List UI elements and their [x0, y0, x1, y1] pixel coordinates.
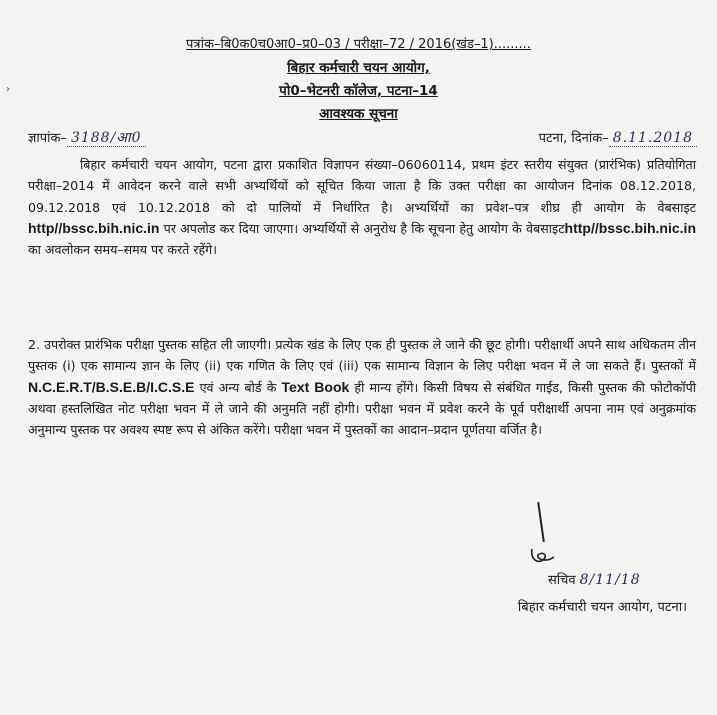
secretary-title	[548, 570, 645, 588]
signature-date: 8/11/18	[579, 572, 641, 588]
paragraph-1: बिहार कर्मचारी चयन आयोग, पटना द्वारा प्रकाशित विज्ञापन संख्या–06060114, प्रथम इंटर स्तरीय संयुक्त (प्रारंभिक) प्रतियोगिता परीक्षा–2014 में आवेदन करने वाले सभी अभ्यर्थियों को सूचित किया जाता है कि उक्त परीक्षा का आयोजन दिनांक 08.12.2018, 09.12.2018 एवं 10.12.2018 को दो पालियों में निर्धारित है। अभ्यर्थियों का प्रवेश–पत्र शीघ्र ही आयोग के वेबसाइट http//bssc.bih.nic.in पर अपलोड कर दिया जाएगा। अभ्यर्थियों से अनुरोध है कि सूचना हेतु आयोग के वेबसाइटhttp//bssc.bih.nic.in का अवलोकन समय–समय पर करते रहेंगे।	[28, 157, 696, 258]
signature	[528, 545, 558, 571]
website-url: http//bssc.bih.nic.in	[28, 219, 160, 236]
secretary-label: सचिव	[548, 573, 576, 588]
memo-number	[28, 128, 146, 147]
memo-handwritten-number: 3188/आ0	[67, 130, 146, 147]
paragraph-2: 2. उपरोक्त प्रारंभिक परीक्षा पुस्तक सहित ली जाएगी। प्रत्येक खंड के लिए एक ही पुस्तक ले जाने की छूट होगी। परीक्षार्थी अपने साथ अधिकतम तीन पुस्तक (i) एक सामान्य ज्ञान के लिए (ii) एक गणित के लिए एवं (iii) एक सामान्य विज्ञान के लिए परीक्षा भवन में ले जा सकते हैं। पुस्तकों में N.C.E.R.T/B.S.E.B/I.C.S.E एवं अन्य बोर्ड के Text Book ही मान्य होंगे। किसी विषय से संबंधित गाईड, किसी पुस्तक की फोटोकॉपी अथवा हस्तलिखित नोट परीक्षा भवन में ले जाने की अनुमति नहीं होगी। परीक्षा भवन में प्रवेश करने के पूर्व परीक्षार्थी अपना नाम एवं अनुक्रमांक अनुमान्य पुस्तक पर अवश्य स्पष्ट रूप से अंकित करेंगे। परीक्षा भवन में पुस्तकों का आदान–प्रदान पूर्णतया वर्जित है।	[28, 337, 696, 438]
organization-name: बिहार कर्मचारी चयन आयोग,	[287, 60, 430, 76]
website-url: http//bssc.bih.nic.in	[564, 219, 696, 236]
notice-title: आवश्यक सूचना	[319, 106, 398, 122]
footer-organization: बिहार कर्मचारी चयन आयोग, पटना।	[517, 600, 687, 615]
margin-mark: ›	[6, 84, 10, 95]
organization-address: पो0–भेटनरी कॉलेज, पटना–14	[279, 83, 438, 99]
memo-date	[539, 128, 697, 146]
reference-line	[0, 34, 717, 52]
boards-list: N.C.E.R.T/B.S.E.B/I.C.S.E	[28, 378, 195, 395]
signature-scribble	[528, 545, 558, 567]
reference-number: पत्रांक–बि0क0च0आ0–प्र0–03 / परीक्षा–72 / 2016(खंड–1).........	[186, 37, 531, 52]
date-label: पटना, दिनांक–	[538, 131, 609, 146]
memo-label: ज्ञापांक–	[28, 131, 67, 146]
signature-stroke	[537, 502, 545, 542]
text-book-term: Text Book	[281, 378, 350, 395]
handwritten-date: 8.11.2018	[609, 130, 697, 147]
